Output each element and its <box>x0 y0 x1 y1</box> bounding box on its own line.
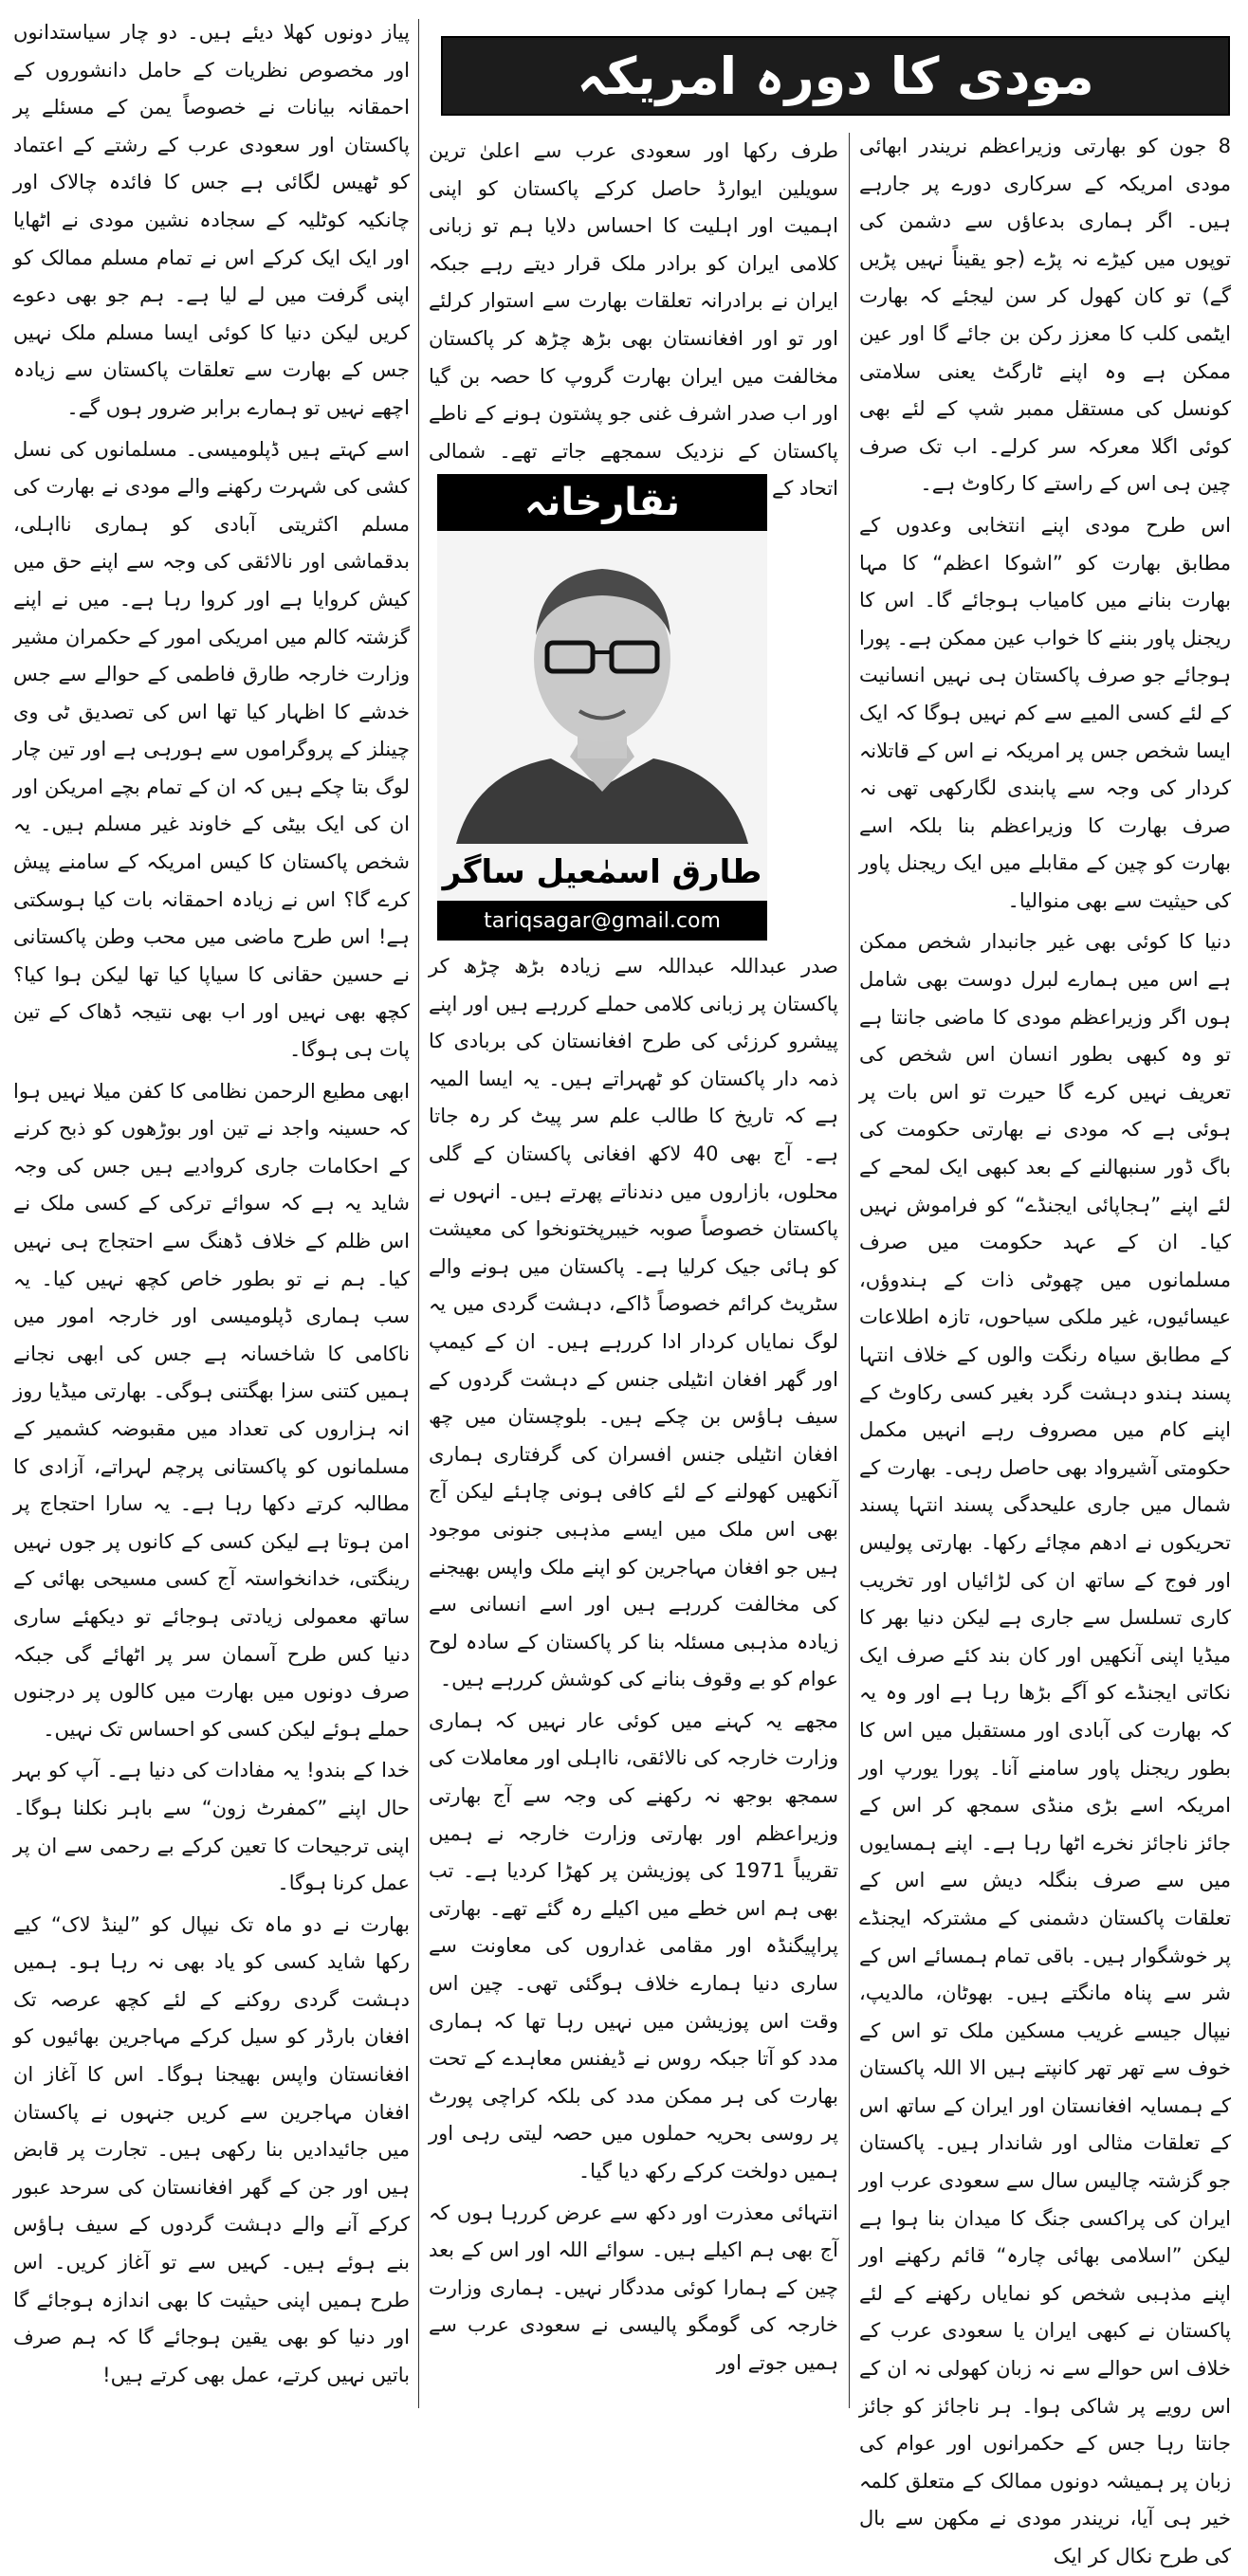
right-column-paragraph: اس طرح مودی اپنے انتخابی وعدوں کے مطابق بھارت کو ”اشوکا اعظم“ کا مہا بھارت بنانے میں کامیاب ہوجائے گا۔ اس کا ریجنل پاور بننے کا خواب عین ممکن ہے۔ پورا ہوجائے جو صرف پاکستان ہی نہیں انسانیت کے لئے کسی المیے سے کم نہیں ہوگا کہ ایک ایسا شخص جس پر امریکہ نے اس کے قاتلانہ کردار کی وجہ سے پابندی لگارکھی تھی نہ صرف بھارت کا وزیراعظم بنا بلکہ اسے بھارت کو چین کے مقابلے میں ایک ریجنل پاور کی حیثیت سے بھی منوالیا۔ <box>859 513 1231 912</box>
author-name: طارق اسمٰعیل ساگر <box>442 853 762 891</box>
left-column-paragraph: ابھی مطیع الرحمن نظامی کا کفن میلا نہیں ہوا کہ حسینہ واجد نے تین اور بوڑھوں کو ذبح کرنے کے احکامات جاری کروادیے ہیں جس کی وجہ شاید یہ ہے کہ سوائے ترکی کے کسی ملک نے اس ظلم کے خلاف ڈھنگ سے احتجاج ہی نہیں کیا۔ ہم نے تو بطور خاص کچھ نہیں کیا۔ یہ سب ہماری ڈپلومیسی اور خارجہ امور میں ناکامی کا شاخسانہ ہے جس کی ابھی نجانے ہمیں کتنی سزا بھگتنی ہوگی۔ بھارتی میڈیا روز انہ ہزاروں کی تعداد میں مقبوضہ کشمیر کے مسلمانوں کو پاکستانی پرچم لہراتے، آزادی کا مطالبہ کرتے دکھا رہا ہے۔ یہ سارا احتجاج پر امن ہوتا ہے لیکن کسی کے کانوں پر جوں نہیں رینگتی، خدانخواستہ آج کسی مسیحی بھائی کے ساتھ معمولی زیادتی ہوجائے تو دیکھئے ساری دنیا کس طرح آسمان سر پر اٹھائے گی جبکہ صرف دونوں میں بھارت میں کالوں پر درجنوں حملے ہوئے لیکن کسی کو احساس تک نہیں۔ <box>13 1079 410 1741</box>
middle-bottom-column-paragraph: مجھے یہ کہنے میں کوئی عار نہیں کہ ہماری وزارت خارجہ کی نالائقی، نااہلی اور معاملات کی سمجھ بوجھ نہ رکھنے کی وجہ سے آج بھارتی وزیراعظم اور بھارتی وزارت خارجہ نے ہمیں تقریباً 1971 کی پوزیشن پر کھڑا کردیا ہے۔ تب بھی ہم اس خطے میں اکیلے رہ گئے تھے۔ بھارتی پراپیگنڈہ اور مقامی غداروں کی معاونت سے ساری دنیا ہمارے خلاف ہوگئی تھی۔ چین اس وقت اس پوزیشن میں نہیں رہا تھا کہ ہماری مدد کو آتا جبکہ روس نے ڈیفنس معاہدے کے تحت بھارت کی ہر ممکن مدد کی بلکہ کراچی پورٹ پر روسی بحریہ حملوں میں حصہ لیتی رہی اور ہمیں دولخت کرکے رکھ دیا گیا۔ <box>429 1708 838 2183</box>
author-email: tariqsagar@gmail.com <box>437 901 767 941</box>
left-column-paragraph: بھارت نے دو ماہ تک نیپال کو ”لینڈ لاک“ کیے رکھا شاید کسی کو یاد بھی نہ رہا ہو۔ ہمیں دہشت گردی روکنے کے لئے کچھ عرصہ تک افغان بارڈر کو سیل کرکے مہاجرین بھائیوں کو افغانستان واپس بھیجنا ہوگا۔ اس کا آغاز ان افغان مہاجرین سے کریں جنہوں نے پاکستان میں جائیدادیں بنا رکھی ہیں۔ تجارت پر قابض ہیں اور جن کے گھر افغانستان کی سرحد عبور کرکے آنے والے دہشت گردوں کے سیف ہاؤس بنے ہوئے ہیں۔ کہیں سے تو آغاز کریں۔ اس طرح ہمیں اپنی حیثیت کا بھی اندازہ ہوجائے گا اور دنیا کو بھی یقین ہوجائے گا کہ ہم صرف باتیں نہیں کرتے، عمل بھی کرتے ہیں! <box>13 1912 410 2386</box>
column-divider-left <box>418 19 419 2408</box>
right-column-paragraph: 8 جون کو بھارتی وزیراعظم نریندر ابھائی مودی امریکہ کے سرکاری دورے پر جارہے ہیں۔ اگر ہماری بدعاؤں سے دشمن کی توپوں میں کیڑے نہ پڑے (جو یقیناً نہیں پڑیں گے) تو کان کھول کر سن لیجئے کہ بھارت ایٹمی کلب کا معزز رکن بن جائے گا اور عین ممکن ہے وہ اپنے ٹارگٹ یعنی سلامتی کونسل کی مستقل ممبر شپ کے لئے بھی کوئی اگلا معرکہ سر کرلے۔ اب تک صرف چین ہی اس کے راستے کا رکاوٹ ہے۔ <box>859 135 1231 496</box>
left-column-paragraph: اسے کہتے ہیں ڈپلومیسی۔ مسلمانوں کی نسل کشی کی شہرت رکھنے والے مودی نے بھارت کی مسلم اکثریتی آبادی کو ہماری نااہلی، بدقماشی اور نالائقی کی وجہ سے اپنے حق میں کیش کروایا ہے اور کروا رہا ہے۔ میں نے اپنے گزشتہ کالم میں امریکی امور کے حکمران مشیر وزارت خارجہ طارق فاطمی کے حوالے سے جس خدشے کا اظہار کیا تھا اس کی تصدیق ٹی وی چینلز کے پروگراموں سے ہورہی ہے اور تین چار لوگ بتا چکے ہیں کہ ان کے تمام بچے امریکن اور ان کی ایک بیٹی کے خاوند غیر مسلم ہیں۔ یہ شخص پاکستان کا کیس امریکہ کے سامنے پیش کرے گا؟ اس نے زیادہ احمقانہ بات کیا ہوسکتی ہے! اس طرح ماضی میں محب وطن پاکستانی نے حسین حقانی کا سیاپا کیا تھا لیکن ہوا کیا؟ کچھ بھی نہیں اور اب بھی نتیجہ ڈھاک کے تین پات ہی ہوگا۔ <box>13 437 410 1062</box>
article-column-middle-top <box>429 133 838 501</box>
column-name: نقارخانہ <box>523 481 681 524</box>
article-column-middle-bottom <box>429 948 838 2413</box>
column-header <box>437 474 767 531</box>
article-column-right <box>859 128 1231 2567</box>
middle-bottom-column-paragraph: انتہائی معذرت اور دکھ سے عرض کررہا ہوں کہ آج بھی ہم اکیلے ہیں۔ سوائے اللہ اور اس کے بعد چین کے ہمارا کوئی مددگار نہیں۔ ہماری وزارت خارجہ کی گومگو پالیسی نے سعودی عرب سے ہمیں جوتے اور <box>429 2201 838 2374</box>
article-title: مودی کا دورہ امریکہ <box>577 46 1094 106</box>
middle-bottom-column-paragraph: صدر عبداللہ عبداللہ سے زیادہ بڑھ چڑھ کر پاکستان پر زبانی کلامی حملے کررہے ہیں اور اپنے پیشرو کرزئی کی طرح افغانستان کی بربادی کا ذمہ دار پاکستان کو ٹھہراتے ہیں۔ یہ ایسا المیہ ہے کہ تاریخ کا طالب علم سر پیٹ کر رہ جاتا ہے۔ آج بھی 40 لاکھ افغانی پاکستان کے گلی محلوں، بازاروں میں دندناتے پھرتے ہیں۔ انہوں نے پاکستان خصوصاً صوبہ خیبرپختونخوا کی معیشت کو ہائی جیک کرلیا ہے۔ پاکستان میں ہونے والے سٹریٹ کرائم خصوصاً ڈاکے، دہشت گردی میں یہ لوگ نمایاں کردار ادا کررہے ہیں۔ ان کے کیمپ اور گھر افغان انٹیلی جنس کے دہشت گردوں کے سیف ہاؤس بن چکے ہیں۔ بلوچستان میں چھ افغان انٹیلی جنس افسران کی گرفتاری ہماری آنکھیں کھولنے کے لئے کافی ہونی چاہئے لیکن آج بھی اس ملک میں ایسے مذہبی جنونی موجود ہیں جو افغان مہاجرین کو اپنے ملک واپس بھیجنے کی مخالفت کررہے ہیں اور اسے انسانی سے زیادہ مذہبی مسئلہ بنا کر پاکستان کے سادہ لوح عوام کو بے وقوف بنانے کی کوشش کررہے ہیں۔ <box>429 955 839 1691</box>
middle-top-column-paragraph: طرف رکھا اور سعودی عرب سے اعلیٰ ترین سویلین ایوارڈ حاصل کرکے پاکستان کو اپنی اہمیت اور اہلیت کا احساس دلایا ہم تو زبانی کلامی ایران کو برادر ملک قرار دیتے رہے جبکہ ایران نے برادرانہ تعلقات بھارت سے استوار کرلئے اور تو اور افغانستان بھی بڑھ چڑھ کر پاکستان مخالفت میں ایران بھارت گروپ کا حصہ بن گیا اور اب صدر اشرف غنی جو پشتون ہونے کے ناطے پاکستان کے نزدیک سمجھے جاتے تھے۔ شمالی اتحاد کے <box>429 139 838 501</box>
article-title-banner <box>441 36 1230 116</box>
column-divider-right <box>849 133 850 2408</box>
left-column-paragraph: پیاز دونوں کھلا دیئے ہیں۔ دو چار سیاستدانوں اور مخصوص نظریات کے حامل دانشوروں کے احمقانہ بیانات نے خصوصاً یمن کے مسئلے پر پاکستان اور سعودی عرب کے رشتے کے اعتماد کو ٹھیس لگائی ہے جس کا فائدہ چالاک اور چانکیہ کوٹلیہ کے سجادہ نشین مودی نے اٹھایا اور ایک ایک کرکے اس نے تمام مسلم ممالک کو اپنی گرفت میں لے لیا ہے۔ ہم جو بھی دعوے کریں لیکن دنیا کا کوئی ایسا مسلم ملک نہیں جس کے بھارت سے تعلقات پاکستان سے زیادہ اچھے نہیں تو ہمارے برابر ضرور ہوں گے۔ <box>13 21 410 419</box>
author-portrait-image <box>437 531 767 844</box>
right-column-paragraph: دنیا کا کوئی بھی غیر جانبدار شخص ممکن ہے اس میں ہمارے لبرل دوست بھی شامل ہوں اگر وزیراعظم مودی کا ماضی جانتا ہے تو وہ کبھی بطور انسان اس شخص کی تعریف نہیں کرے گا حیرت تو اس بات پر ہوئی ہے کہ مودی نے بھارتی حکومت کی باگ ڈور سنبھالنے کے بعد کبھی ایک لمحے کے لئے اپنے ”ہجاپائی ایجنڈے“ کو فراموش نہیں کیا۔ ان کے عہد حکومت میں صرف مسلمانوں میں چھوٹی ذات کے ہندوؤں، عیسائیوں، غیر ملکی سیاحوں، تازہ اطلاعات کے مطابق سیاہ رنگت والوں کے خلاف انتہا پسند ہندو دہشت گرد بغیر کسی رکاوٹ کے اپنے کام میں مصروف رہے انہیں مکمل حکومتی آشیرواد بھی حاصل رہی۔ بھارت کے شمال میں جاری علیحدگی پسند انتہا پسند تحریکوں نے ادھم مچائے رکھا۔ بھارتی پولیس اور فوج کے ساتھ ان کی لڑائیاں اور تخریب کاری تسلسل سے جاری ہے لیکن دنیا بھر کا میڈیا اپنی آنکھیں اور کان بند کئے صرف ایک نکاتی ایجنڈے کو آگے بڑھا رہا ہے اور وہ یہ کہ بھارت کی آبادی اور مستقبل میں اس کا بطور ریجنل پاور سامنے آنا۔ پورا یورپ اور امریکہ اسے بڑی منڈی سمجھ کر اس کے جائز ناجائز نخرے اٹھا رہا ہے۔ اپنے ہمسایوں میں سے صرف بنگلہ دیش سے اس کے تعلقات پاکستان دشمنی کے مشترکہ ایجنڈے پر خوشگوار ہیں۔ باقی تمام ہمسائے اس کے شر سے پناہ مانگتے ہیں۔ بھوٹان، مالدیپ، نیپال جیسے غریب مسکین ملک تو اس کے خوف سے تھر تھر کانپتے ہیں الا اللہ پاکستان کے ہمسایہ افغانستان اور ایران کے ساتھ اس کے تعلقات مثالی اور شاندار ہیں۔ پاکستان جو گزشتہ چالیس سال سے سعودی عرب اور ایران کی پراکسی جنگ کا میدان بنا ہوا ہے لیکن ”اسلامی بھائی چارہ“ قائم رکھنے اور اپنے مذہبی شخص کو نمایاں رکھنے کے لئے پاکستان نے کبھی ایران یا سعودی عرب کے خلاف اس حوالے سے نہ زبان کھولی نہ ان کے اس رویے پر شاکی ہوا۔ ہر ناجائز کو جائز جانتا رہا جس کے حکمرانوں اور عوام کی زبان پر ہمیشہ دونوں ممالک کے متعلق کلمہ خیر ہی آیا، نریندر مودی نے مکھن سے بال کی طرح نکال کر ایک <box>859 930 1231 2567</box>
article-column-left <box>13 14 410 2413</box>
left-column-paragraph: خدا کے بندو! یہ مفادات کی دنیا ہے۔ آپ کو بہر حال اپنے ”کمفرٹ زون“ سے باہر نکلنا ہوگا۔ اپنی ترجیحات کا تعین کرکے بے رحمی سے ان پر عمل کرنا ہوگا۔ <box>13 1759 410 1895</box>
